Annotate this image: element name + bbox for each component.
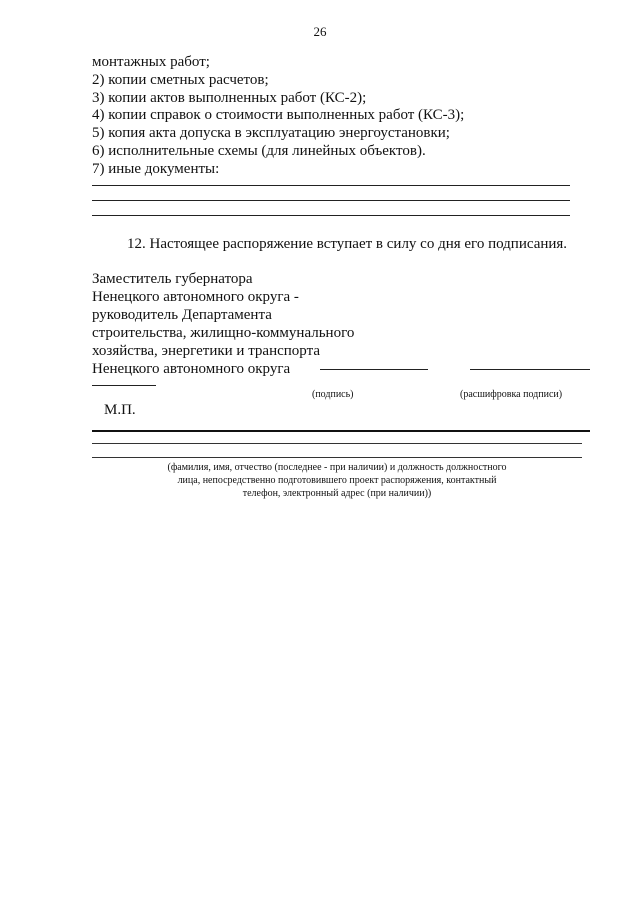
signature-caption: (подпись): [312, 389, 354, 400]
signer-line: руководитель Департамента: [92, 307, 272, 323]
list-item: 3) копии актов выполненных работ (КС-2);: [92, 89, 367, 106]
list-item: 4) копии справок о стоимости выполненных работ (КС-3);: [92, 107, 465, 124]
decryption-caption: (расшифровка подписи): [460, 389, 563, 400]
footer-note-line: лица, непосредственно подготовившего проект распоряжения, контактный: [177, 475, 497, 486]
page-number: 26: [313, 24, 327, 39]
fill-in-line: [92, 457, 582, 458]
footer-note-line: (фамилия, имя, отчество (последнее - при наличии) и должность должностного: [167, 462, 507, 473]
footer-note: [92, 461, 582, 500]
list-item: 5) копия акта допуска в эксплуатацию энергоустановки;: [92, 125, 450, 142]
list-item: 7) иные документы:: [92, 160, 220, 177]
list-item: монтажных работ;: [92, 54, 210, 70]
separator-line: [92, 430, 590, 432]
fill-in-line: [92, 215, 570, 216]
list-item: 6) исполнительные схемы (для линейных объектов).: [92, 142, 426, 159]
signer-underline: [92, 385, 156, 386]
decryption-line: [470, 369, 590, 370]
document-list: [92, 54, 582, 179]
signer-line: Заместитель губернатора: [92, 271, 253, 287]
signer-line: Ненецкого автономного округа: [92, 361, 291, 377]
fill-in-line: [92, 185, 570, 186]
signature-line: [320, 369, 428, 370]
signer-line: Ненецкого автономного округа -: [92, 289, 299, 305]
fill-in-line: [92, 443, 582, 444]
seal-label: М.П.: [104, 402, 136, 418]
fill-in-line: [92, 200, 570, 201]
clause-12: 12. Настоящее распоряжение вступает в силу со дня его подписания.: [127, 236, 568, 252]
list-item: 2) копии сметных расчетов;: [92, 71, 269, 88]
signer-line: строительства, жилищно-коммунального: [92, 325, 355, 341]
signer-line: хозяйства, энергетики и транспорта: [92, 343, 321, 359]
signer-block: [92, 270, 354, 378]
footer-note-line: телефон, электронный адрес (при наличии)): [242, 488, 432, 499]
